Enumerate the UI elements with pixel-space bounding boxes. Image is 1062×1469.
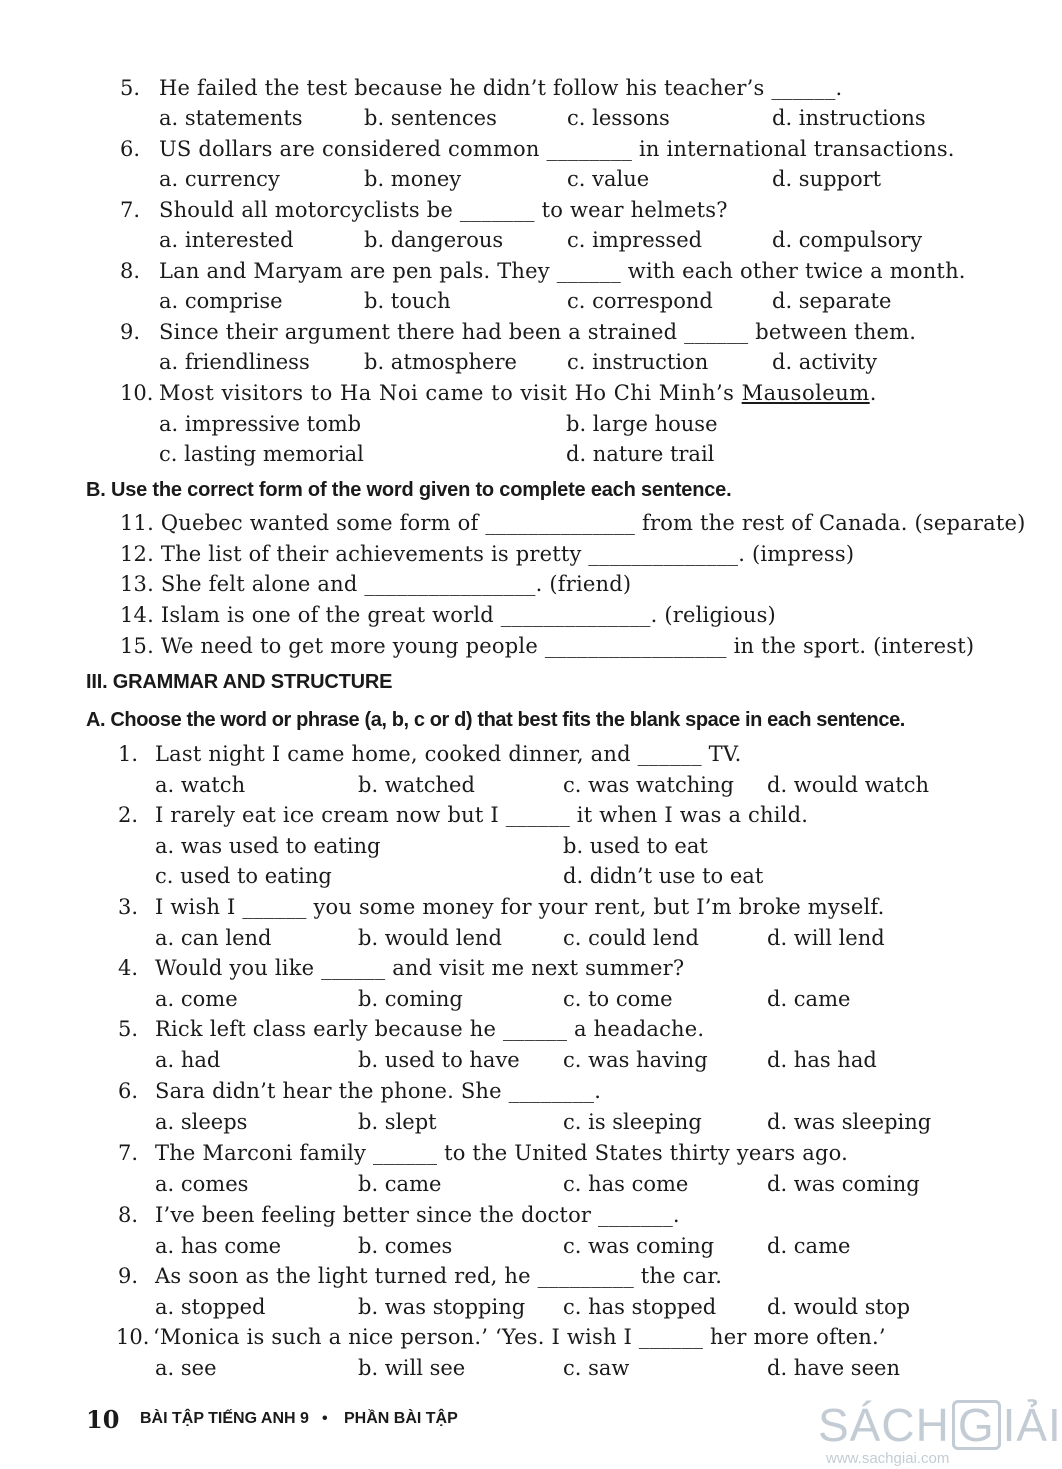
option-d: d. was coming (767, 1172, 920, 1196)
question-stem: Since their argument there had been a strained ______ between them. (159, 320, 917, 344)
word-form-item: 13. She felt alone and ________________. (friend) (120, 572, 632, 596)
option-d: d. compulsory (772, 228, 923, 252)
option-b: b. coming (358, 987, 463, 1011)
option-b: b. slept (358, 1110, 437, 1134)
question-stem: Rick left class early because he ______ a headache. (155, 1017, 705, 1041)
option-d: d. has had (767, 1048, 877, 1072)
option-b: b. sentences (364, 106, 497, 130)
option-c: c. was coming (563, 1234, 715, 1258)
question-stem: I’ve been feeling better since the doctor _______. (155, 1203, 680, 1227)
option-c: c. saw (563, 1356, 630, 1380)
option-d: d. would watch (767, 773, 929, 797)
option-a: a. watch (155, 773, 246, 797)
option-b: b. will see (358, 1356, 466, 1380)
option-c: c. lasting memorial (159, 442, 364, 466)
question-stem: As soon as the light turned red, he _________ the car. (155, 1264, 723, 1288)
question-number: 7. (120, 198, 141, 222)
question-number: 3. (118, 895, 139, 919)
question-number: 5. (120, 76, 141, 100)
question-number: 5. (118, 1017, 139, 1041)
option-d: d. came (767, 987, 851, 1011)
question-number: 7. (118, 1141, 139, 1165)
watermark-url: www.sachgiai.com (826, 1450, 950, 1467)
option-c: c. used to eating (155, 864, 332, 888)
option-b: b. used to have (358, 1048, 520, 1072)
question-stem: The Marconi family ______ to the United States thirty years ago. (155, 1141, 848, 1165)
grammar-sub-heading: A. Choose the word or phrase (a, b, c or d) that best fits the blank space in each sentence. (86, 709, 905, 731)
option-c: c. has stopped (563, 1295, 717, 1319)
option-a: a. currency (159, 167, 280, 191)
option-a: a. comes (155, 1172, 249, 1196)
option-c: c. was watching (563, 773, 734, 797)
book-title: BÀI TẬP TIẾNG ANH 9 (140, 1410, 309, 1427)
word-form-item: 12. The list of their achievements is pretty ______________. (impress) (120, 542, 855, 566)
option-b: b. would lend (358, 926, 502, 950)
option-d: d. came (767, 1234, 851, 1258)
question-number: 6. (118, 1079, 139, 1103)
section-b-heading: B. Use the correct form of the word given to complete each sentence. (86, 479, 732, 501)
question-stem: Lan and Maryam are pen pals. They ______ with each other twice a month. (159, 259, 966, 283)
option-a: a. comprise (159, 289, 283, 313)
option-a: a. can lend (155, 926, 272, 950)
part-label: PHẦN BÀI TẬP (344, 1410, 458, 1427)
question-number: 10. (120, 381, 154, 405)
question-stem: US dollars are considered common ________ in international transactions. (159, 137, 955, 161)
option-d: d. would stop (767, 1295, 911, 1319)
option-d: d. separate (772, 289, 892, 313)
underlined-word: Mausoleum (741, 381, 870, 405)
option-d: d. activity (772, 350, 878, 374)
question-stem: I rarely eat ice cream now but I ______ it when I was a child. (155, 803, 809, 827)
option-a: a. sleeps (155, 1110, 248, 1134)
option-b: b. used to eat (563, 834, 708, 858)
option-c: c. is sleeping (563, 1110, 702, 1134)
option-b: b. money (364, 167, 462, 191)
option-d: d. have seen (767, 1356, 900, 1380)
option-b: b. large house (566, 412, 718, 436)
option-b: b. atmosphere (364, 350, 517, 374)
option-c: c. value (567, 167, 650, 191)
option-d: d. instructions (772, 106, 926, 130)
option-c: c. has come (563, 1172, 689, 1196)
question-stem: Should all motorcyclists be _______ to wear helmets? (159, 198, 728, 222)
question-number: 10. (116, 1325, 150, 1349)
option-c: c. could lend (563, 926, 699, 950)
option-a: a. has come (155, 1234, 282, 1258)
grammar-heading: III. GRAMMAR AND STRUCTURE (86, 671, 393, 693)
option-d: d. didn’t use to eat (563, 864, 764, 888)
word-form-item: 11. Quebec wanted some form of ______________ from the rest of Canada. (separate) (120, 511, 1026, 535)
question-number: 9. (120, 320, 141, 344)
watermark-logo: SÁCH G IẢI (818, 1399, 1062, 1451)
question-number: 8. (120, 259, 141, 283)
question-number: 9. (118, 1264, 139, 1288)
question-number: 2. (118, 803, 139, 827)
question-number: 6. (120, 137, 141, 161)
page-number: 10 (86, 1405, 120, 1434)
question-stem: Would you like ______ and visit me next summer? (155, 956, 685, 980)
option-c: c. impressed (567, 228, 703, 252)
option-a: a. see (155, 1356, 217, 1380)
option-a: a. impressive tomb (159, 412, 362, 436)
option-a: a. come (155, 987, 238, 1011)
question-stem: He failed the test because he didn’t follow his teacher’s ______. (159, 76, 843, 100)
option-b: b. was stopping (358, 1295, 526, 1319)
option-b: b. dangerous (364, 228, 504, 252)
option-a: a. statements (159, 106, 303, 130)
question-number: 1. (118, 742, 139, 766)
option-d: d. nature trail (566, 442, 715, 466)
option-d: d. will lend (767, 926, 885, 950)
option-a: a. was used to eating (155, 834, 381, 858)
question-number: 8. (118, 1203, 139, 1227)
option-b: b. watched (358, 773, 475, 797)
question-number: 4. (118, 956, 139, 980)
word-form-item: 14. Islam is one of the great world ______________. (religious) (120, 603, 776, 627)
word-form-item: 15. We need to get more young people _________________ in the sport. (interest) (120, 634, 975, 658)
option-b: b. came (358, 1172, 442, 1196)
option-b: b. touch (364, 289, 451, 313)
option-c: c. to come (563, 987, 673, 1011)
option-c: c. instruction (567, 350, 709, 374)
question-stem: ‘Monica is such a nice person.’ ‘Yes. I wish I ______ her more often.’ (153, 1325, 886, 1349)
option-a: a. friendliness (159, 350, 310, 374)
option-c: c. was having (563, 1048, 708, 1072)
question-stem: Sara didn’t hear the phone. She ________. (155, 1079, 602, 1103)
option-a: a. interested (159, 228, 294, 252)
question-stem: I wish I ______ you some money for your rent, but I’m broke myself. (155, 895, 885, 919)
question-stem: Most visitors to Ha Noi came to visit Ho Chi Minh’s Mausoleum. (159, 381, 877, 405)
question-stem: Last night I came home, cooked dinner, and ______ TV. (155, 742, 742, 766)
option-c: c. lessons (567, 106, 670, 130)
option-d: d. support (772, 167, 882, 191)
option-a: a. stopped (155, 1295, 266, 1319)
option-a: a. had (155, 1048, 221, 1072)
option-c: c. correspond (567, 289, 713, 313)
option-d: d. was sleeping (767, 1110, 932, 1134)
footer-bullet: • (322, 1410, 328, 1427)
option-b: b. comes (358, 1234, 453, 1258)
